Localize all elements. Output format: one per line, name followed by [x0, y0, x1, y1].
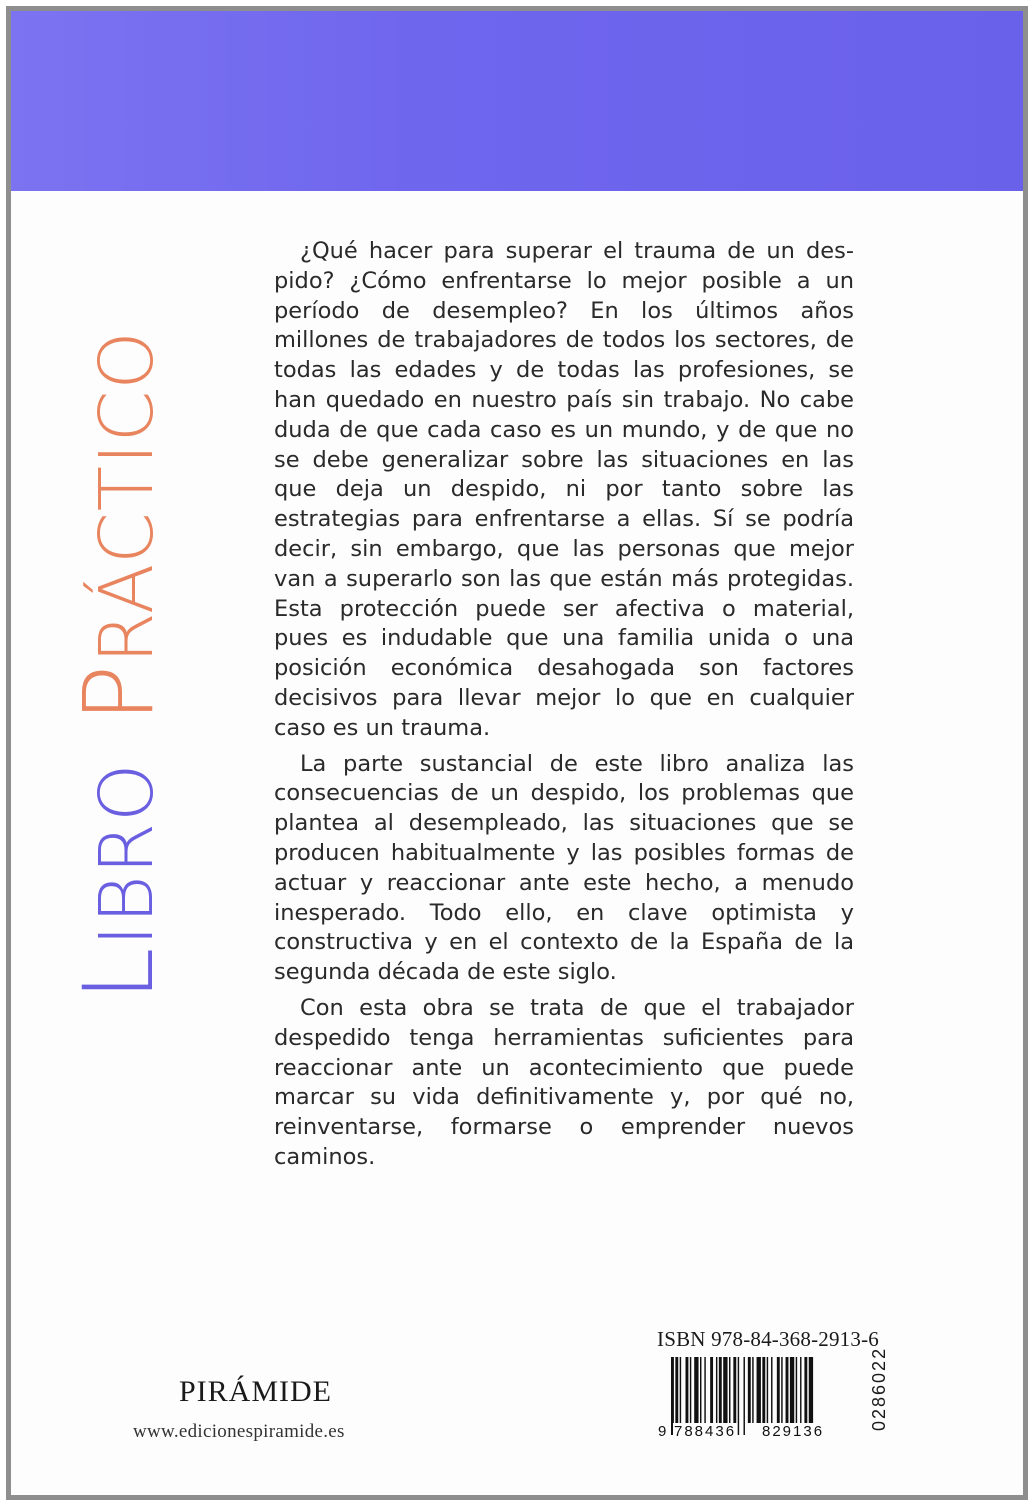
barcode-bar — [704, 1357, 705, 1423]
barcode-bar — [777, 1357, 780, 1423]
barcode-bar — [781, 1357, 782, 1423]
barcode-bar — [716, 1357, 717, 1423]
publisher-name: PIRÁMIDE — [179, 1375, 333, 1408]
barcode-bar — [767, 1357, 768, 1423]
blurb-paragraph: Con esta obra se trata de que el trabajador despedido tenga herramientas suficientes para reaccionar ante un acontecimiento que puede marcar su vida definitivamente y, por qué no, reinventarse, formarse o emprender nuevos caminos. — [274, 994, 854, 1170]
barcode-bar — [680, 1357, 681, 1423]
barcode-bar — [690, 1357, 691, 1423]
barcode-bar — [733, 1357, 736, 1423]
barcode-bar — [757, 1357, 761, 1423]
barcode-bar — [719, 1357, 722, 1423]
barcode-bar — [771, 1357, 772, 1423]
barcode-bar — [710, 1357, 713, 1423]
series-word-libro: LIBRO — [63, 762, 175, 1001]
barcode-bar — [796, 1357, 797, 1423]
blurb-paragraph: La parte sustancial de este libro analiza las consecuencias de un despido, los problemas que plantea al desempleado, las situaciones que se producen habitualmente y las posibles formas de actuar y reaccionar ante este hecho, a menudo inesperado. Todo ello, en clave optimista y constructiva y en el contexto de la España de la segunda década de este siglo. — [274, 750, 854, 986]
barcode-first-digit: 9 — [658, 1423, 669, 1440]
barcode-addon-number: 0286022 — [869, 1346, 889, 1431]
barcode-bar — [762, 1357, 765, 1423]
barcode-bar — [694, 1357, 698, 1423]
barcode-bar — [804, 1357, 807, 1423]
series-title — [63, 221, 175, 1001]
barcode-bar — [723, 1357, 727, 1423]
barcode-bar — [790, 1357, 794, 1423]
barcode-bar — [738, 1357, 739, 1435]
barcode-bar — [700, 1357, 701, 1423]
blurb-paragraph: ¿Qué hacer para superar el trauma de un despido? ¿Cómo enfrentarse lo mejor posible a un período de desempleo? En los últimos años millones de trabajadores de todos los sectores, de todas las edades y de todas las profesiones, se han quedado en nuestro país sin trabajo. No cabe duda de que cada caso es un mundo, y de que no se debe generalizar sobre las situaciones en las que deja un despido, ni por tanto sobre las estrategias para enfrentarse a ellas. Sí se podría decir, sin embargo, que las personas que mejor van a superarlo son las que están más protegidas. Esta protección puede ser afectiva o material, pues es indudable que una familia unida o una posición económica desahogada son factores decisivos para llevar mejor lo que en cualquier caso es un trauma. — [274, 238, 854, 741]
isbn-label: ISBN 978-84-368-2913-6 — [657, 1327, 879, 1351]
series-word-practico: PRÁCTICO — [63, 330, 175, 723]
book-back-cover — [6, 6, 1028, 1500]
barcode-bar — [748, 1357, 751, 1423]
barcode-bar — [752, 1357, 753, 1423]
barcode-bar — [786, 1357, 789, 1423]
top-color-band — [11, 11, 1023, 191]
barcode-bar — [800, 1357, 801, 1423]
barcode-bar — [744, 1357, 745, 1435]
barcode-digits-left: 788436 — [674, 1423, 737, 1440]
publisher-website: www.edicionespiramide.es — [133, 1421, 345, 1442]
barcode-digits-right: 829136 — [762, 1423, 825, 1440]
barcode-bar — [686, 1357, 689, 1423]
barcode-bar — [729, 1357, 730, 1423]
blurb-text — [274, 237, 854, 1179]
